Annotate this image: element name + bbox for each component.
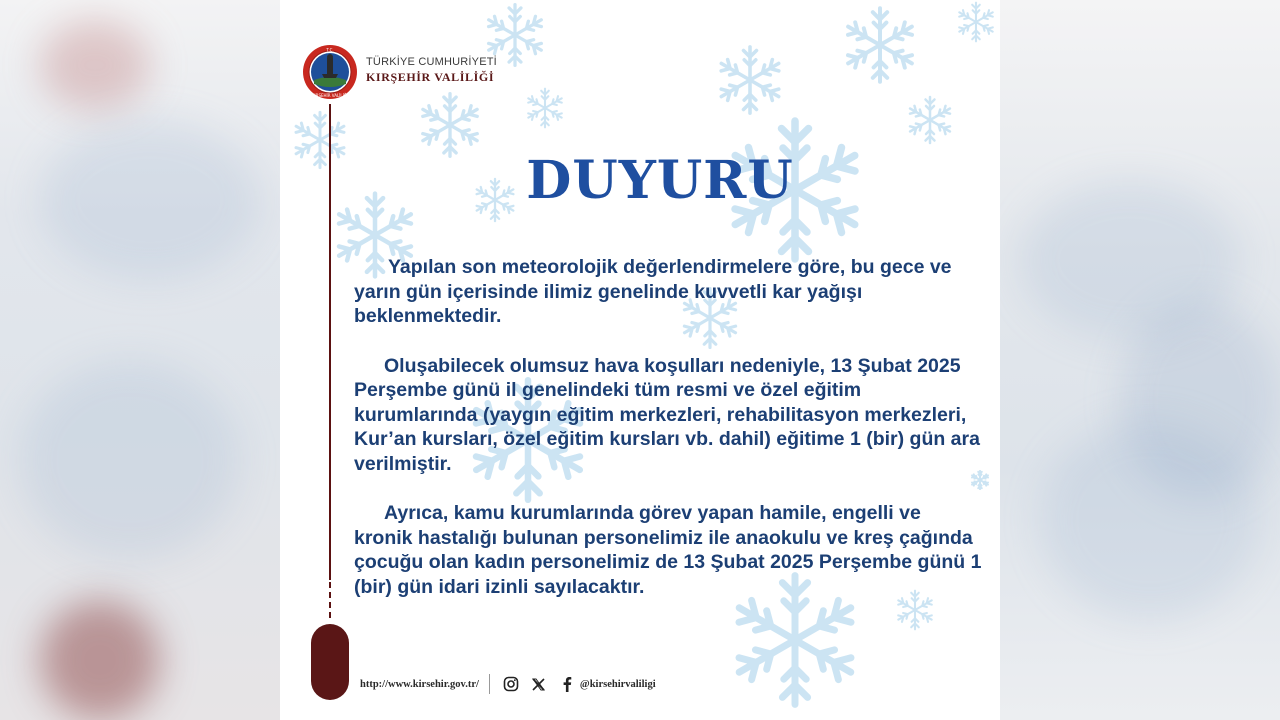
footer: [360, 672, 656, 696]
org-line-republic: TÜRKİYE CUMHURİYETİ: [366, 56, 497, 68]
snowflake-icon: [416, 91, 484, 159]
svg-text:KIRŞEHİR VALİLİĞİ: KIRŞEHİR VALİLİĞİ: [311, 93, 349, 98]
org-line-governorship: KIRŞEHİR VALİLİĞİ: [366, 70, 495, 84]
snowflake-icon: [905, 95, 955, 145]
facebook-icon[interactable]: [558, 675, 576, 693]
svg-text:T.C.: T.C.: [326, 47, 334, 53]
decorative-pill: [311, 624, 349, 700]
instagram-icon[interactable]: [502, 675, 520, 693]
paragraph-forecast: Yapılan son meteorolojik değerlendirmelere göre, bu gece ve yarın gün içerisinde ilimiz genelinde kuvvetli kar yağışı beklenmektedir.: [354, 256, 952, 327]
vertical-dashed-line: [329, 582, 331, 618]
footer-separator: [489, 674, 490, 694]
paragraph-school-closure: Oluşabilecek olumsuz hava koşulları nedeniyle, 13 Şubat 2025 Perşembe günü il genelindeki tüm resmi ve özel eğitim kurumlarında (yaygın eğitim merkezleri, rehabilitasyon merkezleri, Kur’an kursları, özel eğitim kursları vb. dahil) eğitime 1 (bir) gün ara verilmiştir.: [354, 354, 980, 475]
paragraph-administrative-leave: Ayrıca, kamu kurumlarında görev yapan hamile, engelli ve kronik hastalığı bulunan personelimiz ile anaokulu ve kreş çağında çocuğu olan kadın personelimiz de 13 Şubat 2025 Perşembe günü 1 (bir) gün idari izinli sayılacaktır.: [354, 502, 982, 598]
announcement-poster: [280, 0, 1000, 720]
snowflake-icon: [840, 5, 920, 85]
snowflake-icon: [955, 1, 997, 43]
blurred-right-panel: [1000, 0, 1280, 720]
organization-name: [366, 56, 497, 85]
website-url[interactable]: http://www.kirsehir.gov.tr/: [360, 678, 479, 690]
announcement-body: [354, 255, 984, 624]
governorship-seal-logo: [302, 44, 358, 100]
snowflake-icon: [524, 87, 566, 129]
announcement-title: DUYURU: [526, 150, 794, 211]
blurred-left-panel: [0, 0, 280, 720]
social-handle[interactable]: @kirsehirvaliligi: [579, 678, 656, 690]
snowflake-icon: [714, 44, 786, 116]
x-icon[interactable]: [530, 675, 548, 693]
